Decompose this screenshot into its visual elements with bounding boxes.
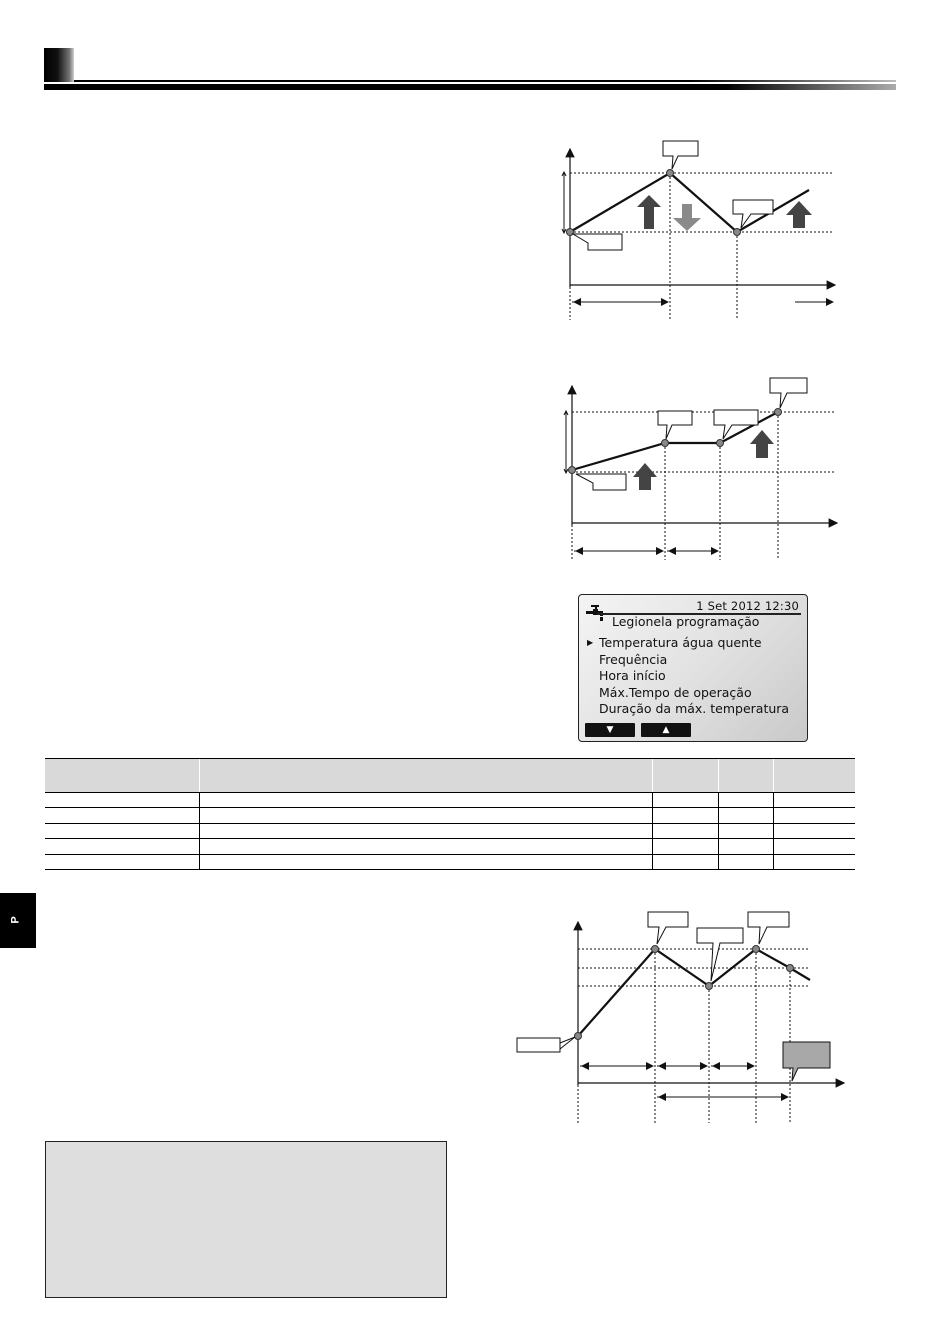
section-header-rule [74,80,896,82]
axes [572,386,837,525]
table-header-cell [718,759,773,793]
menu-item-max-operation-time[interactable]: Máx.Tempo de operação [599,684,752,700]
arrow-down-icon [673,204,701,231]
diagram-1 [555,135,845,325]
date-time: 1 Set 2012 12:30 [696,599,799,613]
table-header-cell [652,759,718,793]
curve-points [575,946,794,1040]
menu-list [587,635,789,718]
period-arrows [580,1066,788,1097]
range-bracket [562,172,566,233]
side-tab-letter: P [9,916,22,924]
menu-item-start-time[interactable]: Hora início [599,668,666,684]
table-header-cell [199,759,652,793]
table-header-cell [45,759,199,793]
table-row [45,808,855,823]
triangle-down-icon: ▼ [606,725,614,735]
language-side-tab [0,893,36,948]
table-row [45,823,855,838]
screen-title: Legionela programação [612,614,760,629]
shaded-callout [783,1042,830,1081]
menu-item-hot-water-temperature[interactable]: ▶ Temperatura água quente [587,635,789,652]
scroll-down-button[interactable] [585,723,635,737]
diagram-2 [557,372,847,567]
menu-item-max-temperature-duration[interactable]: Duração da máx. temperatura [599,701,790,717]
table-row [45,793,855,808]
range-bracket [564,411,568,473]
arrow-up-icon [637,195,661,229]
triangle-up-icon: ▲ [662,725,670,735]
callouts [576,378,807,490]
heat-arrows [633,430,774,490]
section-header-rule-thick [44,84,896,90]
arrow-up-icon [633,463,657,490]
table-row [45,854,855,869]
temperature-curve [578,949,810,1036]
note-box [45,1141,447,1298]
settings-table [45,758,855,870]
table-header-row [45,759,855,793]
table-header-cell [773,759,855,793]
scroll-up-button[interactable] [641,723,691,737]
arrow-up-icon [786,201,812,228]
lcd-screen [578,594,808,742]
menu-item-frequency[interactable]: Frequência [599,651,668,667]
section-header-block [44,48,74,82]
arrow-up-icon [750,430,774,458]
diagram-3 [510,905,850,1127]
callouts [573,141,773,250]
table-row [45,839,855,854]
callouts [517,912,830,1081]
heat-arrows [637,195,812,231]
